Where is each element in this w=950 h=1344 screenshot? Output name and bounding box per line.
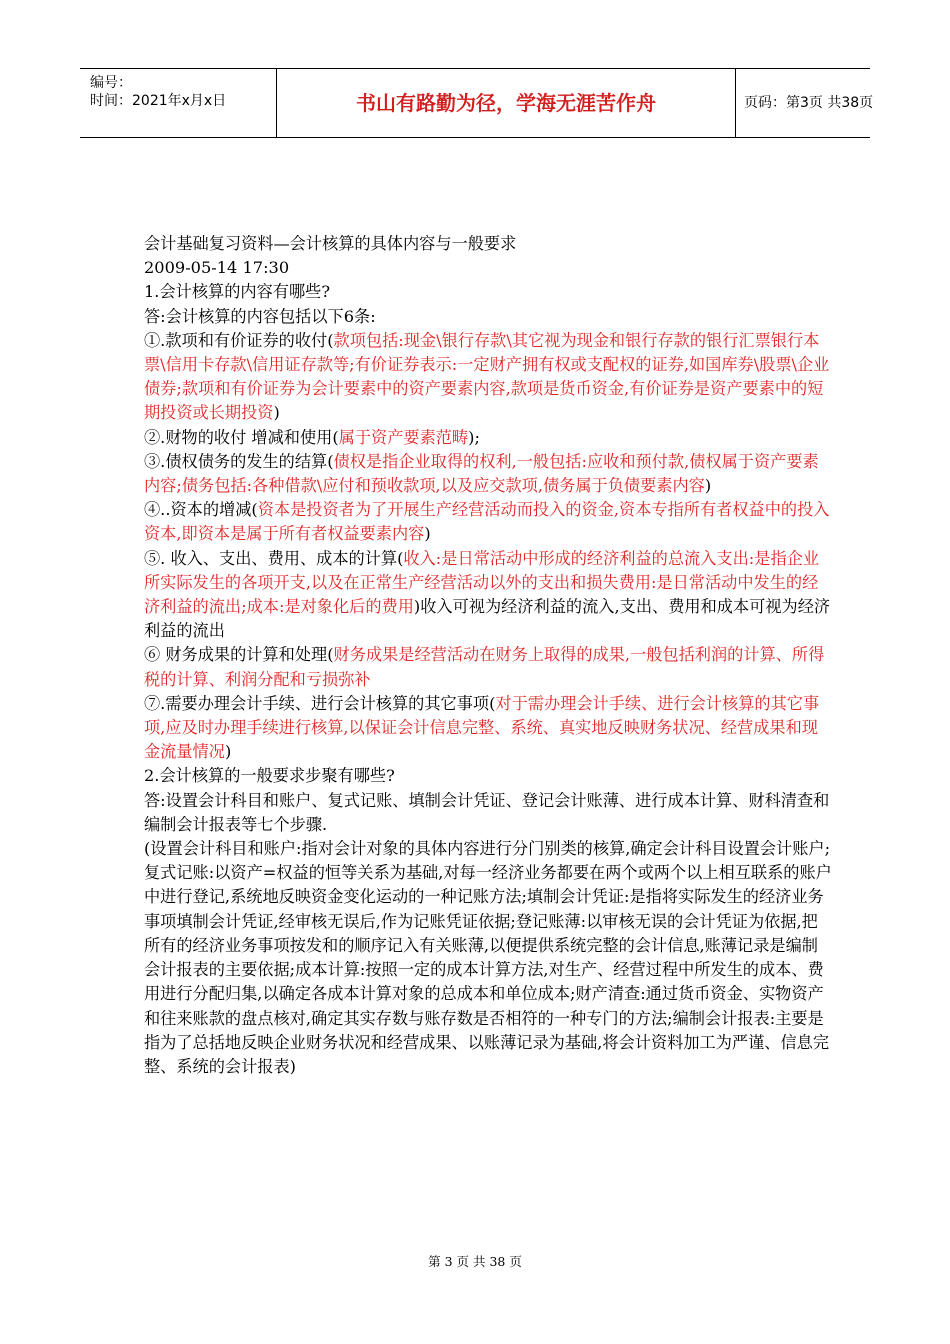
item-annotation: 属于资产要素范畴 — [338, 427, 469, 447]
item-annotation: 财务成果是经营活动在财务上取得的成果,一般包括利润的计算、所得税的计算、利润分配和亏损弥补 — [144, 645, 825, 689]
item-annotation: 资本是投资者为了开展生产经营活动而投入的资金,资本专指所有者权益中的投入资本,即资本是属于所有者权益要素内容 — [144, 500, 830, 544]
item-tail: ) — [424, 524, 431, 544]
item-annotation: 款项包括:现金\银行存款\其它视为现金和银行存款的银行汇票银行本票\信用卡存款\信用证存款等;有价证券表示:一定财产拥有权或支配权的证券,如国库券\股票\企业债券;款项和有价证券为会计要素中的资产要素内容,款项是货币资金,有价证券是资产要素中的短期投资或长期投资 — [144, 330, 830, 423]
item-tail: ) — [224, 742, 232, 762]
list-item — [144, 329, 834, 426]
item-lead: ③.债权债务的发生的结算( — [144, 451, 334, 471]
document-body — [144, 232, 834, 1079]
item-tail: )收入可视为经济利益的流入,支出、费用和成本可视为经济利益的流出 — [144, 597, 831, 641]
item-lead: ④..资本的增减( — [144, 500, 258, 520]
question-2: 2.会计核算的一般要求步聚有哪些? — [144, 766, 395, 786]
header-number-label: 编号： — [90, 75, 132, 91]
answer-2: 答:设置会计科目和账户、复式记账、填制会计凭证、登记会计账薄、进行成本计算、财科清查和编制会计报表等七个步骤. — [144, 790, 830, 834]
document-datetime: 2009-05-14 17:30 — [144, 258, 290, 278]
header-time-label: 时间：2021年x月x日 — [90, 93, 227, 109]
answer-1-intro: 答:会计核算的内容包括以下6条: — [144, 306, 376, 326]
item-lead: ⑦.需要办理会计手续、进行会计核算的其它事项( — [144, 693, 496, 713]
item-lead: ①.款项和有价证券的收付( — [144, 330, 334, 350]
item-annotation: 对于需办理会计手续、进行会计核算的其它事项,应及时办理手续进行核算,以保证会计信息完整、系统、真实地反映财务状况、经营成果和现金流量情况 — [144, 693, 820, 762]
list-item — [144, 498, 834, 546]
header-meta — [80, 69, 277, 137]
answer-2-detail: (设置会计科目和账户:指对会计对象的具体内容进行分门别类的核算,确定会计科目设置会计账户;复式记账:以资产=权益的恒等关系为基础,对每一经济业务都要在两个或两个以上相互联系的账户中进行登记,系统地反映资金变化运动的一种记账方法;填制会计凭证:是指将实际发生的经济业务事项填制会计凭证,经审核无误后,作为记账凭证依据;登记账薄:以审核无误的会计凭证为依据,把所有的经济业务事项按发和的顺序记入有关账薄,以便提供系统完整的会计信息,账薄记录是编制会计报表的主要依据;成本计算:按照一定的成本计算方法,对生产、经营过程中所发生的成本、费用进行分配归集,以确定各成本计算对象的总成本和单位成本;财产清查:通过货币资金、实物资产和往来账款的盘点核对,确定其实存数与账存数是否相符的一种专门的方法;编制会计报表:主要是指为了总括地反映企业财务状况和经营成果、以账薄记录为基础,将会计资料加工为严谨、信息完整、系统的会计报表) — [144, 839, 832, 1076]
item-annotation: 债权是指企业取得的权利,一般包括:应收和预付款,债权属于资产要素内容;债务包括:各种借款\应付和预收款项,以及应交款项,债务属于负债要素内容 — [144, 451, 819, 496]
item-lead: ⑥ 财务成果的计算和处理( — [144, 645, 334, 665]
item-tail: ) — [704, 476, 712, 496]
list-item — [144, 643, 834, 691]
item-tail: ); — [468, 427, 480, 447]
list-item — [144, 426, 834, 450]
list-item — [144, 692, 834, 765]
list-item — [144, 450, 834, 498]
item-lead: ②.财物的收付 增减和使用( — [144, 427, 339, 447]
question-1: 1.会计核算的内容有哪些? — [144, 282, 330, 302]
document-title: 会计基础复习资料—会计核算的具体内容与一般要求 — [144, 234, 517, 253]
item-lead: ⑤. 收入、支出、费用、成本的计算( — [144, 548, 404, 568]
item-annotation: 收入:是日常活动中形成的经济利益的总流入支出:是指企业所实际发生的各项开支,以及在正常生产经营活动以外的支出和损失费用:是日常活动中发生的经济利益的流出;成本:是对象化后的费用 — [144, 548, 820, 617]
header-page-info: 页码：第3页 共38页 — [744, 95, 874, 111]
header-motto: 书山有路勤为径，学海无涯苦作舟 — [277, 69, 736, 137]
page-header — [80, 68, 874, 138]
page-footer: 第 3 页 共 38 页 — [428, 1254, 522, 1269]
list-item — [144, 547, 834, 644]
item-tail: ) — [273, 403, 280, 423]
